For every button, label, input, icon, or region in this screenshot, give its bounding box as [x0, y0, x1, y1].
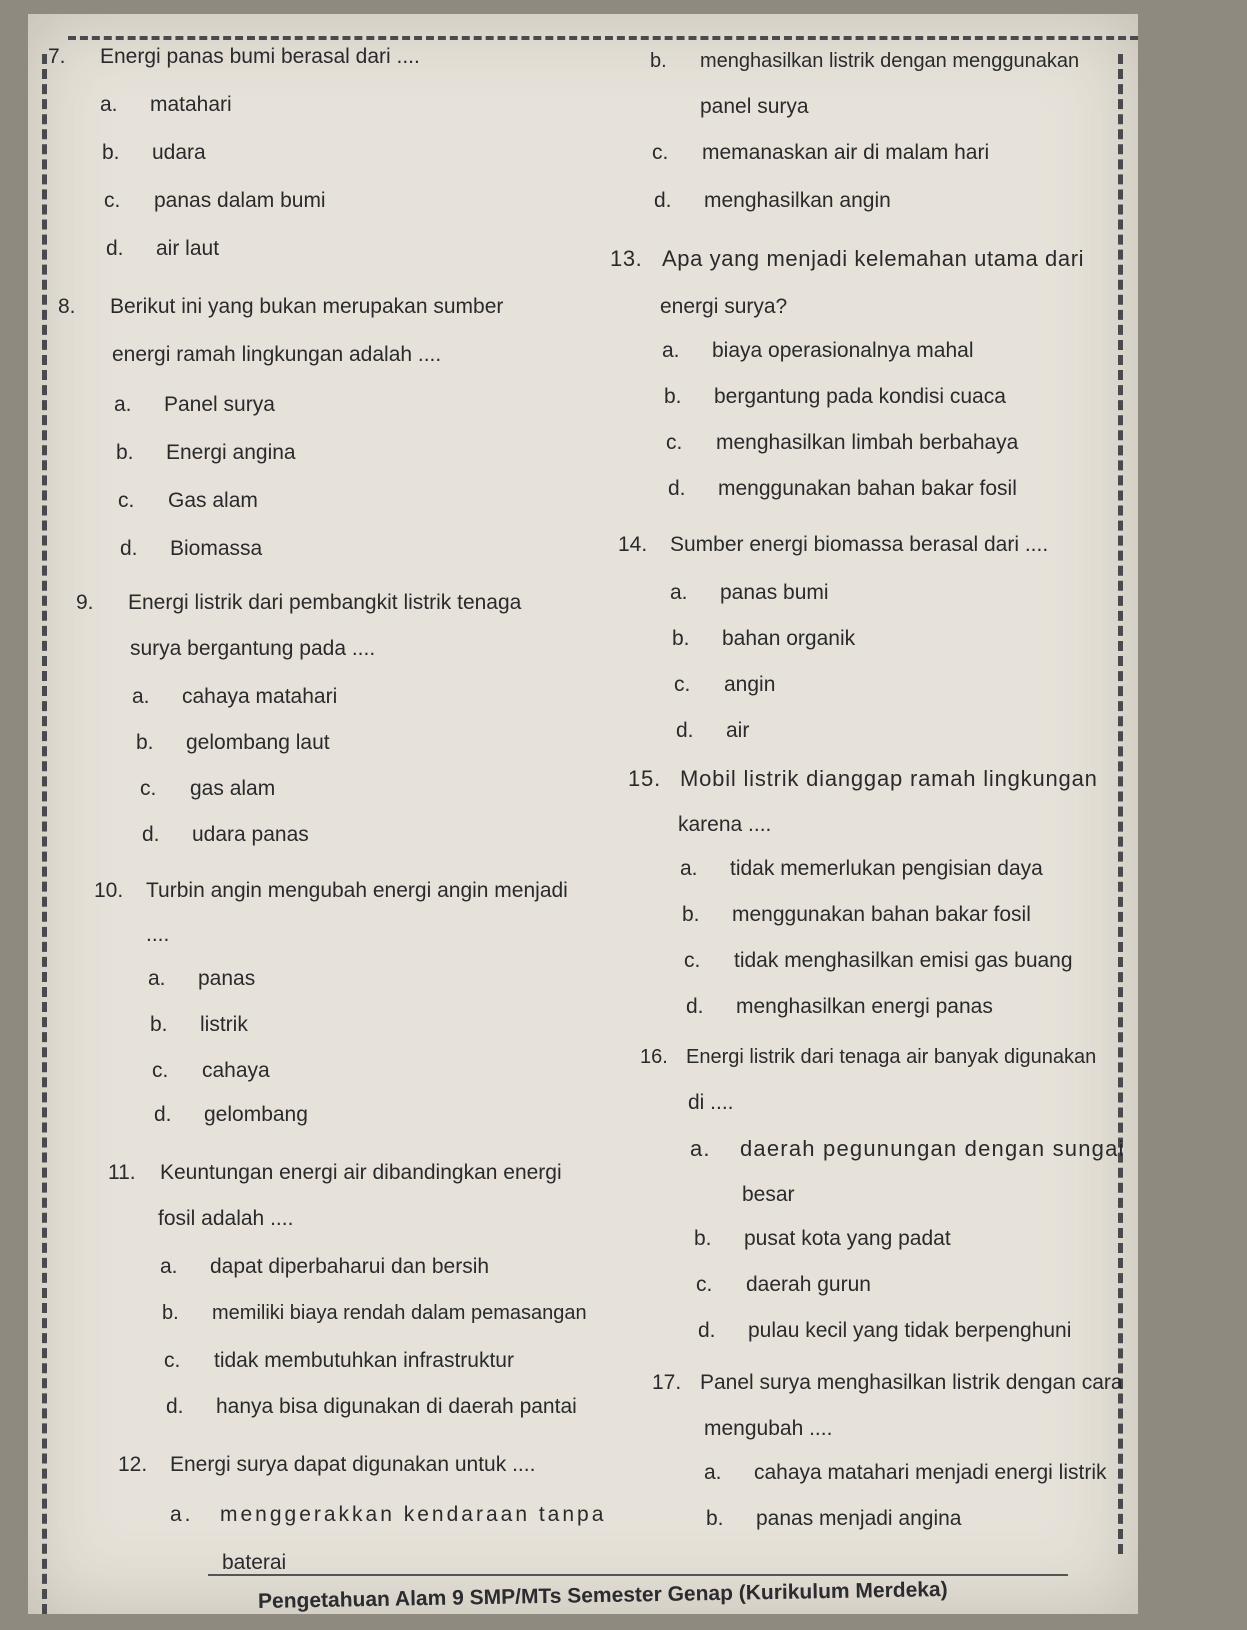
- question-15-option-b: b. menggunakan bahan bakar fosil: [682, 903, 1031, 926]
- page-footer: Pengetahuan Alam 9 SMP/MTs Semester Genap (Kurikulum Merdeka): [257, 1577, 948, 1614]
- question-13-option-b: b. bergantung pada kondisi cuaca: [664, 385, 1006, 408]
- question-10-option-b: b. listrik: [150, 1013, 248, 1036]
- decorative-border-right: [1118, 54, 1123, 1554]
- question-7-option-b: b. udara: [102, 141, 206, 164]
- question-16-line-2: di ....: [688, 1091, 734, 1114]
- question-15-option-d: d. menghasilkan energi panas: [686, 995, 993, 1018]
- question-14-option-a: a. panas bumi: [670, 581, 829, 604]
- question-10-line-2: ....: [146, 923, 170, 946]
- question-10: 10. Turbin angin mengubah energi angin menjadi: [94, 879, 568, 902]
- question-9: 9. Energi listrik dari pembangkit listrik tenaga: [76, 591, 522, 614]
- question-11-line-2: fosil adalah ....: [158, 1207, 294, 1230]
- question-12-option-d: d. menghasilkan angin: [654, 189, 891, 212]
- question-10-option-a: a. panas: [148, 967, 256, 990]
- question-15-option-c: c. tidak menghasilkan emisi gas buang: [684, 949, 1073, 972]
- question-7: 7. Energi panas bumi berasal dari ....: [48, 45, 420, 68]
- question-9-option-d: d. udara panas: [142, 823, 309, 846]
- question-9-option-b: b. gelombang laut: [136, 731, 330, 754]
- question-16: 16. Energi listrik dari tenaga air banyak digunakan: [640, 1046, 1097, 1068]
- question-17-option-a: a. cahaya matahari menjadi energi listrik: [704, 1461, 1107, 1484]
- question-8-line-2: energi ramah lingkungan adalah ....: [112, 343, 442, 366]
- question-16-option-b: b. pusat kota yang padat: [694, 1227, 951, 1250]
- question-11-option-a: a. dapat diperbaharui dan bersih: [160, 1255, 490, 1278]
- question-14: 14. Sumber energi biomassa berasal dari ....: [618, 533, 1049, 556]
- question-10-option-d: d. gelombang: [154, 1103, 308, 1126]
- question-12-option-c: c. memanaskan air di malam hari: [652, 141, 990, 164]
- question-8-option-d: d. Biomassa: [120, 537, 263, 560]
- question-12-option-a: a. menggerakkan kendaraan tanpa: [170, 1503, 607, 1526]
- question-7-option-d: d. air laut: [106, 237, 220, 260]
- question-16-option-a: a. daerah pegunungan dengan sungai: [690, 1136, 1125, 1161]
- question-13-option-d: d. menggunakan bahan bakar fosil: [668, 477, 1017, 500]
- question-13-option-a: a. biaya operasionalnya mahal: [662, 339, 974, 362]
- question-8-option-c: c. Gas alam: [118, 489, 258, 512]
- question-10-option-c: c. cahaya: [152, 1059, 270, 1082]
- question-7-option-a: a. matahari: [100, 93, 232, 116]
- question-16-option-d: d. pulau kecil yang tidak berpenghuni: [698, 1319, 1072, 1342]
- question-9-option-a: a. cahaya matahari: [132, 685, 338, 708]
- question-7-option-c: c. panas dalam bumi: [104, 189, 326, 212]
- question-15-option-a: a. tidak memerlukan pengisian daya: [680, 857, 1043, 880]
- question-9-line-2: surya bergantung pada ....: [130, 637, 376, 660]
- question-14-option-b: b. bahan organik: [672, 627, 856, 650]
- question-15: 15. Mobil listrik dianggap ramah lingkungan: [628, 766, 1098, 791]
- question-17: 17. Panel surya menghasilkan listrik dengan cara: [652, 1371, 1123, 1394]
- question-11-option-d: d. hanya bisa digunakan di daerah pantai: [166, 1395, 577, 1418]
- question-11-option-b: b. memiliki biaya rendah dalam pemasangan: [162, 1302, 587, 1324]
- question-11-option-c: c. tidak membutuhkan infrastruktur: [164, 1349, 514, 1372]
- question-15-line-2: karena ....: [678, 813, 772, 836]
- question-8-option-a: a. Panel surya: [114, 393, 275, 416]
- question-16-option-a-line-2: besar: [742, 1183, 795, 1206]
- question-17-line-2: mengubah ....: [704, 1417, 833, 1440]
- question-14-option-c: c. angin: [674, 673, 776, 696]
- decorative-border-top: [68, 36, 1138, 40]
- question-13: 13. Apa yang menjadi kelemahan utama dari: [610, 246, 1085, 271]
- question-12-option-b-line-2: panel surya: [700, 95, 809, 118]
- question-8-option-b: b. Energi angina: [116, 441, 296, 464]
- question-12: 12. Energi surya dapat digunakan untuk ....: [118, 1453, 536, 1476]
- question-13-line-2: energi surya?: [660, 295, 788, 318]
- footer-divider: [208, 1574, 1068, 1576]
- question-13-option-c: c. menghasilkan limbah berbahaya: [666, 431, 1019, 454]
- decorative-border-left: [42, 54, 47, 1614]
- question-14-option-d: d. air: [676, 719, 750, 742]
- worksheet-page: [28, 14, 1138, 1614]
- question-11: 11. Keuntungan energi air dibandingkan energi: [108, 1161, 562, 1184]
- question-16-option-c: c. daerah gurun: [696, 1273, 871, 1296]
- question-8: 8. Berikut ini yang bukan merupakan sumber: [58, 295, 504, 318]
- question-9-option-c: c. gas alam: [140, 777, 276, 800]
- question-17-option-b: b. panas menjadi angina: [706, 1507, 962, 1530]
- question-12-option-b: b. menghasilkan listrik dengan menggunakan: [650, 50, 1080, 72]
- question-12-option-a-line-2: baterai: [222, 1551, 287, 1574]
